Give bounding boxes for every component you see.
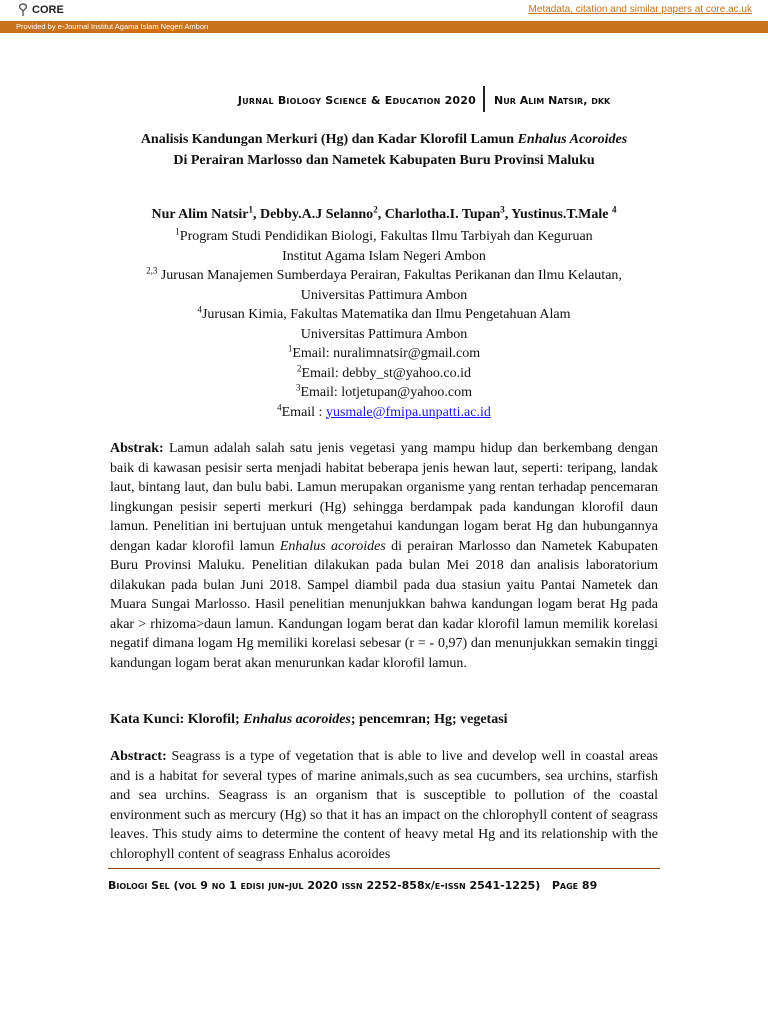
affiliation-23-institution: Universitas Pattimura Ambon	[300, 287, 468, 303]
affiliation-1	[80, 227, 688, 247]
author-name: Debby.A.J Selanno	[259, 207, 374, 222]
author-sup: 3	[500, 204, 505, 215]
footer-journal: Biologi Sel (vol 9 no 1 edisi jun-jul 2020 issn 2252-858x/e-issn 2541-1225)	[108, 879, 541, 892]
email-sup: 2	[296, 362, 302, 373]
author-4	[511, 204, 617, 222]
author-2	[259, 204, 378, 222]
core-logo[interactable]	[17, 3, 64, 17]
email-prefix: Email :	[281, 404, 326, 420]
author-sup: 2	[373, 204, 378, 215]
affiliation-text: Jurusan Kimia, Fakultas Matematika dan Ilmu Pengetahuan Alam	[201, 307, 571, 322]
core-header-bar	[0, 0, 768, 22]
author-name: Yustinus.T.Male	[511, 207, 609, 222]
abstrak-text-2: di perairan Marlosso dan Nametek Kabupaten Buru Provinsi Maluku. Penelitian dilakukan pada bulan Mei 2018 dan analisis laboratorium dilakukan pada bulan Juni 2018. Sampel diambil pada dua stasiun yaitu Pantai Nametek dan Muara Sungai Marlosso. Hasil penelitian menunjukkan bahwa kandungan logam berat Hg pada akar > rhizoma>daun lamun. Kandungan logam berat dan kadar klorofil lamun memilik korelasi negatif dimana logam Hg memiliki korelasi sebesar (r = - 0,97) dan menunjukkan semakin tinggi kandungan logam berat akan menurunkan kadar klorofil lamun.	[110, 538, 658, 671]
title-species: Enhalus Acoroides	[517, 132, 628, 147]
author-list: Nur Alim Natsir$^1$, Debby.A.J Selanno$^2$, Charlotha.I. Tupan$^3$, Yustinus.T.Male $^4$	[151, 204, 617, 222]
email-sup: 4	[277, 401, 282, 412]
affiliation-1-institution: Institut Agama Islam Negeri Ambon	[282, 248, 486, 264]
email-4	[80, 403, 688, 423]
core-metadata-link[interactable]: Metadata, citation and similar papers at core.ac.uk	[528, 4, 752, 15]
running-head-journal: Jurnal Biology Science & Education 2020	[237, 94, 476, 107]
affiliation-text: Program Studi Pendidikan Biologi, Fakultas Ilmu Tarbiyah dan Keguruan	[179, 229, 593, 244]
title-line-1	[80, 129, 688, 150]
footer-page-number: Page 89	[551, 879, 598, 892]
email-text: Email: debby_st@yahoo.co.id	[301, 365, 472, 381]
affiliation-4	[80, 305, 688, 325]
core-logo-icon	[17, 3, 29, 17]
provided-by-bar	[0, 21, 768, 33]
abstrak-label: Abstrak:	[110, 441, 164, 456]
email-2	[80, 364, 688, 384]
email-1	[80, 344, 688, 364]
core-logo-text: CORE	[32, 4, 64, 16]
title-line-2: Di Perairan Marlosso dan Nametek Kabupaten Buru Provinsi Maluku	[173, 153, 595, 168]
affiliations	[80, 227, 688, 422]
author-sup: 1	[248, 204, 253, 215]
email-text: Email: lotjetupan@yahoo.com	[300, 385, 473, 400]
title-line-1-text: Analisis Kandungan Merkuri (Hg) dan Kadar Klorofil Lamun	[140, 132, 515, 147]
running-head-authors: Nur Alim Natsir, dkk	[494, 94, 611, 107]
abstract-paragraph	[110, 747, 658, 864]
author-3	[384, 204, 505, 222]
email-4-link[interactable]: yusmale@fmipa.unpatti.ac.id	[325, 404, 491, 420]
paper-title	[80, 129, 688, 171]
affiliation-text: Jurusan Manajemen Sumberdaya Perairan, Fakultas Perikanan dan Ilmu Kelautan,	[157, 268, 622, 283]
email-text: Email: nuralimnatsir@gmail.com	[292, 346, 481, 361]
author-sup: 4	[611, 204, 617, 215]
email-sup: 1	[287, 343, 293, 354]
affiliation-23	[80, 266, 688, 286]
page-footer	[108, 879, 660, 892]
footer-divider	[108, 868, 660, 869]
abstract-text: Seagrass is a type of vegetation that is able to live and develop well in coastal areas and is a habitat for several types of marine animals,such as sea cucumbers, sea urchins, starfish and sea urchins. Seagrass is an organism that is susceptible to pollution of the coastal environment such as mercury (Hg) so that it has an impact on the chlorophyll content of seagrass leaves. This study aims to determine the content of heavy metal Hg and its relationship with the chlorophyll content of seagrass Enhalus acoroides	[110, 749, 658, 862]
email-sup: 3	[295, 382, 301, 393]
running-head	[0, 92, 768, 114]
author-name: Charlotha.I. Tupan	[384, 207, 501, 222]
email-3	[80, 383, 688, 403]
abstract-label: Abstract:	[110, 749, 167, 764]
abstrak-species: Enhalus acoroides	[279, 538, 386, 554]
running-head-divider	[483, 86, 485, 112]
abstrak-paragraph	[110, 439, 658, 673]
keywords-species: Enhalus acoroides	[243, 712, 351, 727]
affiliation-4-institution: Universitas Pattimura Ambon	[300, 326, 468, 342]
keywords-label: Kata Kunci: Klorofil;	[110, 712, 244, 727]
affiliation-sup: 2,3	[146, 265, 158, 276]
affiliation-sup: 1	[175, 226, 180, 237]
provided-by-text: Provided by e-Journal Institut Agama Islam Negeri Ambon	[16, 22, 209, 31]
keywords-rest: ; pencemran; Hg; vegetasi	[350, 712, 508, 727]
abstrak-text-1: Lamun adalah salah satu jenis vegetasi yang mampu hidup dan berkembang dengan baik di kawasan pesisir serta menjadi habitat beberapa jenis hewan laut, seperti: teripang, landak laut, bintang laut, dan bulu babi. Lamun merupakan organisme yang rentan terhadap pencemaran lingkungan pesisir seperti merkuri (Hg) sehingga berdampak pada kandungan klorofil daun lamun. Penelitian ini bertujuan untuk mengetahui kandungan logam berat Hg dan hubungannya dengan kadar klorofil lamun	[110, 441, 658, 554]
keywords-line	[110, 710, 658, 730]
author-1	[151, 204, 253, 222]
affiliation-sup: 4	[197, 304, 202, 315]
author-name: Nur Alim Natsir	[151, 207, 249, 222]
